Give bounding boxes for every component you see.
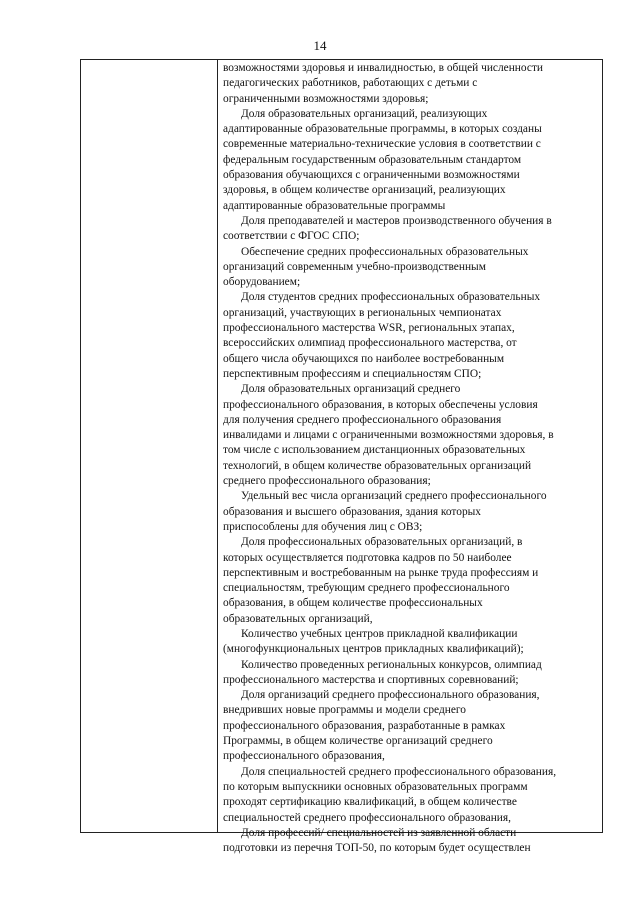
paragraph-students-championships: Доля студентов средних профессиональных образовательных организаций, участвующих в региональных чемпионатах профессионального мастерства WSR, региональных этапах, всероссийских олимпиад профессионального мастерства, от общего числа обучающихся по наиболее востребованным перспективным профессиям и специальностям СПО; <box>223 291 541 380</box>
paragraph-equipment-provision: Обеспечение средних профессиональных образовательных организаций современным учебно-производственным оборудованием; <box>223 245 529 289</box>
paragraph-adapted-buildings: Удельный вес числа организаций среднего профессионального образования и высшего образования, здания которых приспособлены для обучения лиц с ОВЗ; <box>223 490 547 533</box>
table-left-cell <box>81 60 218 832</box>
paragraph-top50-training: Доля профессиональных образовательных организаций, в которых осуществляется подготовка кадров по 50 наиболее перспективным и востребованным на рынке труда профессиям и специальностям, требующим среднего профессионального образования, в общем количестве профессиональных образовательных организаций, <box>223 536 539 625</box>
paragraph-disability-conditions: Доля образовательных организаций среднего профессионального образования, в которых обеспечены условия для получения среднего профессионального образования инвалидами и лицами с ограниченными возможностями здоровья, в том числе с использованием дистанционных образовательных технологий, в общем количестве образовательных организаций среднего профессионального образования; <box>223 383 554 488</box>
paragraph-regional-contests: Количество проведенных региональных конкурсов, олимпиад профессионального мастерства и спортивных соревнований; <box>223 658 542 686</box>
paragraph-training-centers: Количество учебных центров прикладной квалификации (многофункциональных центров прикладных квалификаций); <box>223 627 524 656</box>
page-number: 14 <box>313 38 327 53</box>
paragraph-teachers-share: Доля преподавателей и мастеров производственного обучения в соответствии с ФГОС СПО; <box>223 214 552 243</box>
paragraph-certification: Доля специальностей среднего профессионального образования, по которым выпускники основных образовательных программ проходят сертификацию квалификаций, в общем количестве специальностей среднего профессионального образования, <box>223 765 557 824</box>
paragraph-top50-professions: Доля профессий/ специальностей из заявленной области подготовки из перечня ТОП-50, по которым будет осуществлен <box>223 826 531 855</box>
paragraph-continuation: возможностями здоровья и инвалидностью, в общей численности педагогических работников, работающих с детьми с ограниченными возможностями здоровья; <box>223 62 544 105</box>
document-table <box>80 59 603 855</box>
table-right-cell <box>223 61 598 856</box>
paragraph-adapted-programs-share: Доля образовательных организаций, реализующих адаптированные образовательные программы, в которых созданы современные материально-технические условия в соответствии с федеральным государственным образовательным стандартом образования обучающихся с ограниченными возможностями здоровья, в общем количестве организаций, реализующих адаптированные образовательные программы <box>223 107 542 212</box>
paragraph-new-programs: Доля организаций среднего профессионального образования, внедривших новые программы и модели среднего профессионального образования, разработанные в рамках Программы, в общем количестве организаций среднего профессионального образования, <box>223 689 540 763</box>
